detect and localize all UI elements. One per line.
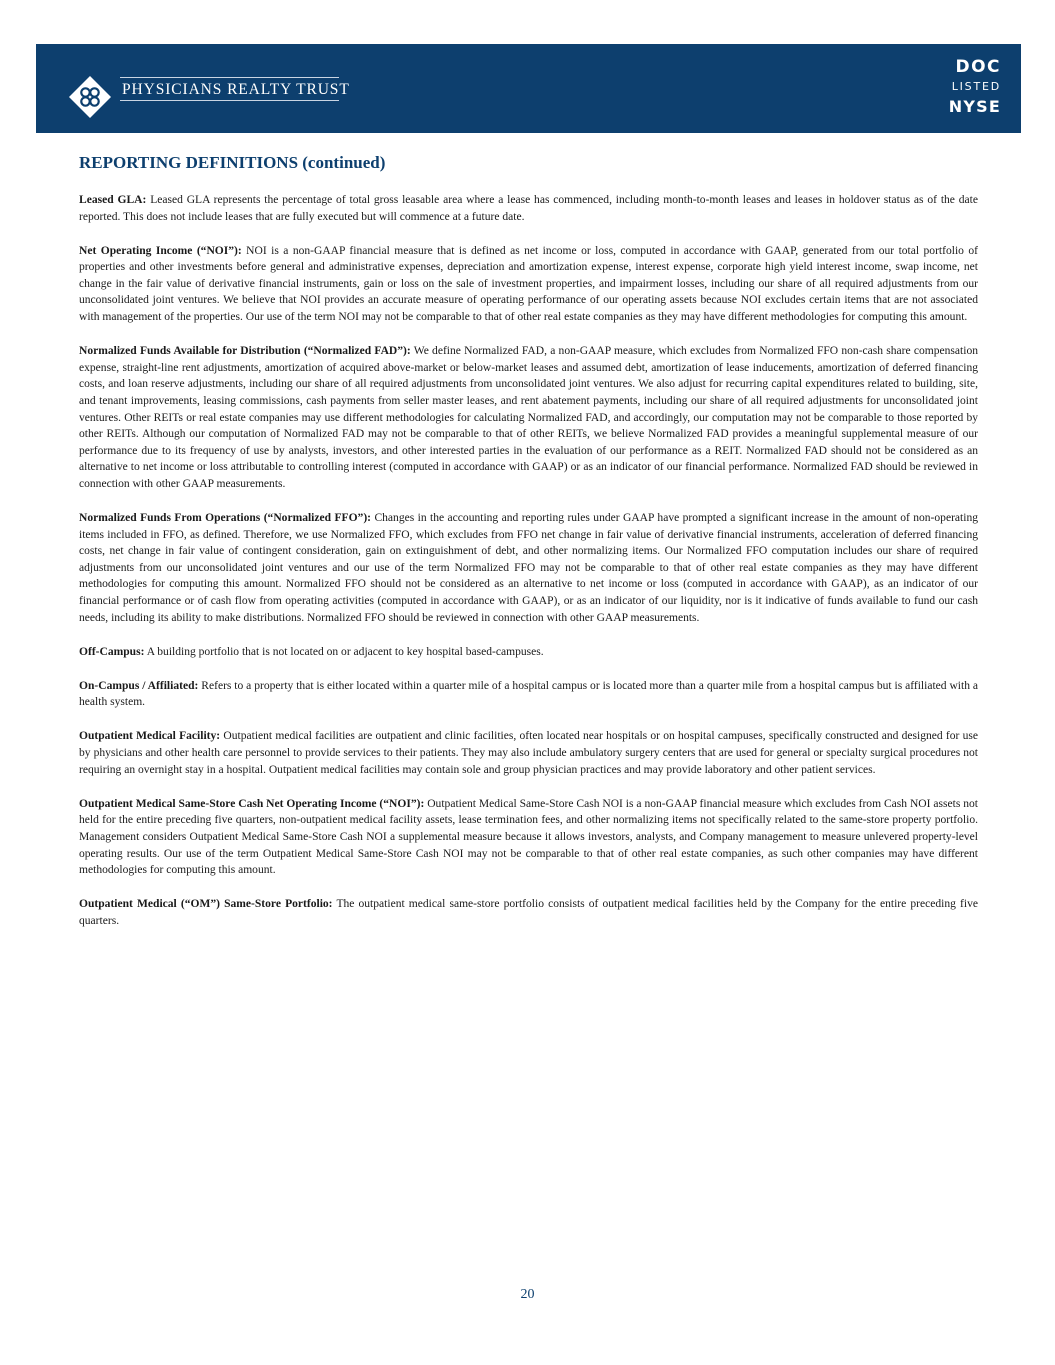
definition-om-same-store-portfolio [79, 896, 978, 929]
definition-text: NOI is a non-GAAP financial measure that is defined as net income or loss, computed in accordance with GAAP, generated from our total portfolio of properties and other investments before general and administrative expenses, depreciation and amortization expense, interest expense, corporate high yield interest income, swap income, net change in the fair value of derivative financial instruments, gain or loss on the sale of investment properties, and impairment losses, including our share of all required adjustments from our unconsolidated joint ventures. We believe that NOI provides an accurate measure of operating performance of our operating assets because NOI excludes certain items that are not associated with management of the properties. Our use of the term NOI may not be comparable to that of other real estate companies as they may have different methodologies for computing this amount. [79, 244, 978, 324]
definition-outpatient-facility [79, 728, 978, 778]
definition-text: Refers to a property that is either located within a quarter mile of a hospital campus or is located more than a quarter mile from a hospital campus but is affiliated with a health system. [79, 679, 979, 709]
ticker-symbol: DOC [955, 57, 1001, 77]
company-logo-icon [69, 76, 111, 118]
definition-term: Outpatient Medical (“OM”) Same-Store Portfolio: [79, 898, 333, 911]
definition-text: We define Normalized FAD, a non-GAAP measure, which excludes from Normalized FFO non-cash share compensation expense, straight-line rent adjustments, amortization of acquired above-market or below-market leases and assumed debt, amortization of lease inducements, amortization of deferred financing costs, and loan reserve adjustments, including our share of all required adjustments from unconsolidated joint ventures. We also adjust for recurring capital expenditures related to building, site, and tenant improvements, leasing commissions, cash payments from seller master leases, and rent abatement payments, including our share of all required adjustments for unconsolidated joint ventures. Other REITs or real estate companies may use different methodologies for calculating Normalized FAD, and accordingly, our computation may not be comparable to those reported by other REITs. Although our computation of Normalized FAD may not be comparable to that of other REITs, we believe Normalized FAD provides a meaningful supplemental measure of our performance due to its frequency of use by analysts, investors, and other interested parties in the evaluation of our performance as a REIT. Normalized FAD should not be considered as an alternative to net income or loss attributable to controlling interest (computed in accordance with GAAP) or as an indicator of our financial performance. Normalized FAD should be reviewed in connection with other GAAP measurements. [79, 345, 978, 490]
definition-term: Leased GLA: [79, 194, 147, 206]
page-number: 20 [520, 1287, 535, 1302]
ticker-exchange: NYSE [948, 97, 1001, 116]
definition-term: Off-Campus: [79, 645, 145, 658]
definition-om-same-store-noi [79, 796, 978, 879]
definition-term: Normalized Funds Available for Distribution (“Normalized FAD”): [79, 345, 411, 358]
definition-term: On-Campus / Affiliated: [79, 679, 199, 692]
definition-term: Net Operating Income (“NOI”): [79, 244, 242, 257]
definition-term: Normalized Funds From Operations (“Normalized FFO”): [79, 512, 372, 524]
definition-text: Leased GLA represents the percentage of total gross leasable area where a lease has commenced, including month-to-month leases and leases in holdover status as of the date reported. This does not include leases that are fully executed but will commence at a future date. [79, 194, 978, 223]
definition-term: Outpatient Medical Facility: [79, 730, 221, 743]
ticker-listed: LISTED [951, 80, 1001, 93]
page-header [36, 44, 1021, 133]
definition-normalized-ffo [79, 510, 978, 626]
definition-text: Changes in the accounting and reporting rules under GAAP have prompted a significant increase in the amount of non-operating items included in FFO, as defined. Therefore, we use Normalized FFO, which excludes from FFO net change in fair value of derivative financial instruments, acceleration of deferred financing costs, net change in fair value of contingent consideration, gain on extinguishment of debt, and other normalizing items. Our Normalized FFO computation includes our share of required adjustments from our unconsolidated joint ventures and our use of the term Normalized FFO may not be comparable to that of other real estate companies as they may have different methodologies for computing this amount. Normalized FFO should not be considered as an alternative to net income or loss (computed in accordance with GAAP), as an indicator of our financial performance or of cash flow from operating activities (computed in accordance with GAAP), or as an indicator of our liquidity, nor is it indicative of funds available to fund our cash needs, including its ability to make distributions. Normalized FFO should be reviewed in connection with other GAAP measurements. [79, 512, 979, 624]
company-name: PHYSICIANS REALTY TRUST [122, 81, 350, 98]
definition-leased-gla [79, 192, 978, 225]
definition-text: Outpatient Medical Same-Store Cash NOI is a non-GAAP financial measure which excludes from Cash NOI assets not held for the entire preceding five quarters, non-outpatient medical facility assets, lease termination fees, and other normalizing items not specifically related to the same-store property portfolio. Management considers Outpatient Medical Same-Store Cash NOI a supplemental measure because it allows investors, analysts, and Company management to measure unlevered property-level operating results. Our use of the term Outpatient Medical Same-Store Cash NOI may not be comparable to that of other real estate companies, as such other companies may have different methodologies for computing this amount. [79, 797, 978, 877]
definition-normalized-fad [79, 343, 978, 492]
page-title: REPORTING DEFINITIONS (continued) [79, 153, 386, 172]
definitions-list [79, 192, 978, 947]
definition-text: Outpatient medical facilities are outpatient and clinic facilities, often located near hospitals or on hospital campuses, specifically constructed and designed for use by physicians and other health care personnel to provide services to their patients. They may also include ambulatory surgery centers that are used for general or specialty surgical procedures not requiring an overnight stay in a hospital. Outpatient medical facilities may contain sole and group physician practices and may provide laboratory and other patient services. [79, 730, 978, 776]
definition-on-campus [79, 678, 978, 711]
definition-off-campus [79, 644, 978, 661]
ticker-badge [949, 56, 1001, 118]
definition-text: A building portfolio that is not located on or adjacent to key hospital based-campuses. [146, 645, 544, 658]
definition-term: Outpatient Medical Same-Store Cash Net Operating Income (“NOI”): [79, 797, 425, 810]
definition-text: The outpatient medical same-store portfolio consists of outpatient medical facilities held by the Company for the entire preceding five quarters. [79, 898, 978, 927]
definition-noi [79, 243, 978, 326]
